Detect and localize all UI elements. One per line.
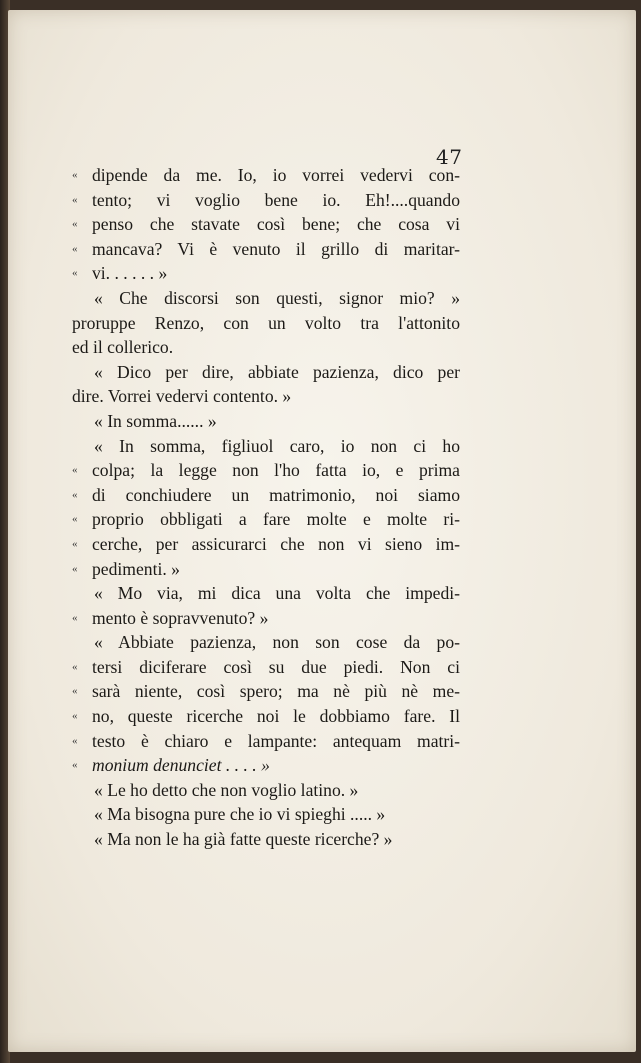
quote-mark: « xyxy=(72,759,78,772)
quote-mark: « xyxy=(72,710,78,723)
text-line: dire. Vorrei vedervi contento. » xyxy=(72,386,292,407)
quote-mark: « xyxy=(72,537,78,550)
quote-mark: « xyxy=(72,611,78,624)
quote-mark: « xyxy=(72,218,78,231)
text-line: « no, queste ricerche noi le dobbiamo fare. Il xyxy=(72,704,460,729)
text-line: « Ma bisogna pure che io vi spieghi ..... » xyxy=(94,804,386,825)
quote-mark: « xyxy=(72,193,78,206)
text-line: « monium denunciet . . . . » xyxy=(72,753,460,778)
page-number: 47 xyxy=(436,145,463,169)
text-line: « dipende da me. Io, io vorrei vedervi con- xyxy=(72,163,460,188)
text-line: « sarà niente, così spero; ma nè più nè me- xyxy=(72,679,460,704)
text-line: « mancava? Vi è venuto il grillo di maritar- xyxy=(72,237,460,262)
text-line: « colpa; la legge non l'ho fatta io, e prima xyxy=(72,458,460,483)
text-line: « di conchiudere un matrimonio, noi siamo xyxy=(72,483,460,508)
text-line: « proprio obbligati a fare molte e molte ri- xyxy=(72,507,460,532)
text-line: « Ma non le ha già fatte queste ricerche? » xyxy=(94,829,393,850)
quote-mark: « xyxy=(72,242,78,255)
text-line: « Dico per dire, abbiate pazienza, dico per xyxy=(94,361,460,382)
quote-mark: « xyxy=(72,488,78,501)
quote-mark: « xyxy=(72,660,78,673)
text-line: « tersi diciferare così su due piedi. Non ci xyxy=(72,655,460,680)
page-body-text xyxy=(72,163,460,852)
text-line: « Le ho detto che non voglio latino. » xyxy=(94,779,359,800)
quote-mark: « xyxy=(72,464,78,477)
quote-mark: « xyxy=(72,685,78,698)
text-line: « In somma, figliuol caro, io non ci ho xyxy=(94,435,460,456)
text-line: « Mo via, mi dica una volta che impedi- xyxy=(94,583,460,604)
text-line: « Che discorsi son questi, signor mio? » xyxy=(94,287,460,308)
text-line: « Abbiate pazienza, non son cose da po- xyxy=(94,632,460,653)
quote-mark: « xyxy=(72,562,78,575)
text-line: « In somma...... » xyxy=(94,410,217,431)
quote-mark: « xyxy=(72,513,78,526)
quote-mark: « xyxy=(72,734,78,747)
text-line: « cerche, per assicurarci che non vi sieno im- xyxy=(72,532,460,557)
text-line: « testo è chiaro e lampante: antequam matri- xyxy=(72,729,460,754)
quote-mark: « xyxy=(72,169,78,181)
text-line: « pedimenti. » xyxy=(72,557,460,582)
quote-mark: « xyxy=(72,267,78,280)
text-line: « mento è sopravvenuto? » xyxy=(72,606,460,631)
text-line: proruppe Renzo, con un volto tra l'attonito xyxy=(72,312,460,333)
text-line: « vi. . . . . . » xyxy=(72,261,460,286)
text-line: « penso che stavate così bene; che cosa vi xyxy=(72,212,460,237)
text-line: ed il collerico. xyxy=(72,337,174,358)
text-line: « tento; vi voglio bene io. Eh!....quando xyxy=(72,188,460,213)
